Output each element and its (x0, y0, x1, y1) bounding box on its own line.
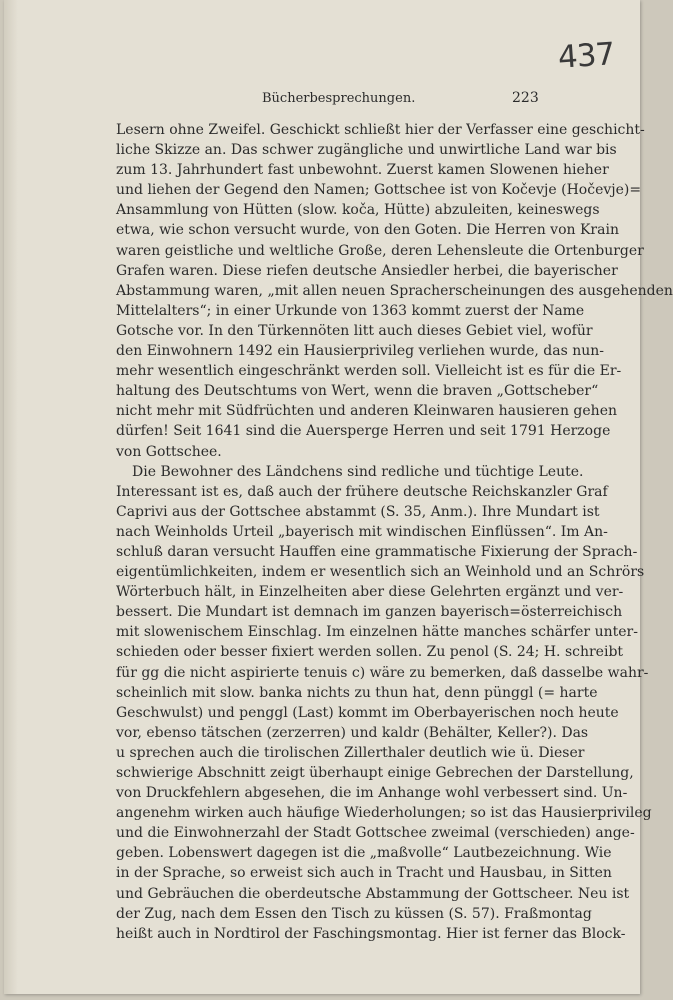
text-line: Caprivi aus der Gottschee abstammt (S. 35, Anm.). Ihre Mundart ist (116, 503, 600, 520)
text-line: waren geistliche und weltliche Große, deren Lehensleute die Ortenburger (116, 242, 644, 259)
text-line: etwa, wie schon versucht wurde, von den Goten. Die Herren von Krain (116, 222, 619, 239)
text-line: für gg die nicht aspirierte tenuis c) wäre zu bemerken, daß dasselbe wahr- (116, 664, 649, 681)
text-line: Lesern ohne Zweifel. Geschickt schließt hier der Verfasser eine geschicht- (116, 122, 645, 138)
text-line: von Gottschee. (116, 443, 222, 460)
handwritten-page-annotation: 437 (556, 36, 616, 76)
text-line: Geschwulst) und penggl (Last) kommt im Oberbayerischen noch heute (116, 704, 619, 721)
text-line: in der Sprache, so erweist sich auch in Tracht und Hausbau, in Sitten (116, 865, 612, 882)
text-line: u sprechen auch die tirolischen Zillerthaler deutlich wie ü. Dieser (116, 744, 585, 761)
text-line: angenehm wirken auch häufige Wiederholungen; so ist das Hausierprivileg (116, 805, 652, 822)
text-line: Ansammlung von Hütten (slow. koča, Hütte) abzuleiten, keineswegs (116, 202, 600, 219)
body-text (116, 120, 673, 944)
text-line: dürfen! Seit 1641 sind die Auersperge Herren und seit 1791 Herzoge (116, 423, 611, 440)
text-line: und die Einwohnerzahl der Stadt Gottschee zweimal (verschieden) ange- (116, 825, 635, 842)
text-line: nicht mehr mit Südfrüchten und anderen Kleinwaren hausieren gehen (116, 403, 617, 420)
text-line: der Zug, nach dem Essen den Tisch zu küssen (S. 57). Fraßmontag (116, 905, 592, 922)
text-line: schluß daran versucht Hauffen eine grammatische Fixierung der Sprach- (116, 543, 638, 560)
text-line: Gotsche vor. In den Türkennöten litt auch dieses Gebiet viel, wofür (116, 322, 593, 339)
page-number: 223 (512, 90, 539, 106)
text-line: eigentümlichkeiten, indem er wesentlich sich an Weinhold und an Schrörs (116, 564, 645, 581)
text-line: Die Bewohner des Ländchens sind redliche und tüchtige Leute. (132, 463, 584, 480)
text-line: bessert. Die Mundart ist demnach im ganzen bayerisch=österreichisch (116, 604, 623, 621)
text-line: Grafen waren. Diese riefen deutsche Ansiedler herbei, die bayerischer (116, 262, 618, 279)
text-line: von Druckfehlern abgesehen, die im Anhange wohl verbessert sind. Un- (116, 785, 628, 802)
text-line: zum 13. Jahrhundert fast unbewohnt. Zuerst kamen Slowenen hieher (116, 162, 609, 179)
text-line: und liehen der Gegend den Namen; Gottschee ist von Kočevje (Hočevje)= (116, 182, 642, 199)
text-line: nach Weinholds Urteil „bayerisch mit windischen Einflüssen“. Im An- (116, 523, 608, 540)
text-line: geben. Lobenswert dagegen ist die „maßvolle“ Lautbezeichnung. Wie (116, 845, 612, 862)
text-line: heißt auch in Nordtirol der Faschingsmontag. Hier ist ferner das Block- (116, 925, 626, 942)
binding-edge (4, 0, 18, 994)
text-line: mit slowenischem Einschlag. Im einzelnen hätte manches schärfer unter- (116, 624, 638, 641)
text-line: liche Skizze an. Das schwer zugängliche und unwirtliche Land war bis (116, 142, 617, 159)
book-page (4, 0, 673, 994)
text-line: Mittelalters“; in einer Urkunde von 1363 kommt zuerst der Name (116, 302, 585, 319)
text-line: und Gebräuchen die oberdeutsche Abstammung der Gottscheer. Neu ist (116, 885, 630, 902)
text-line: schieden oder besser fixiert werden sollen. Zu penol (S. 24; H. schreibt (116, 644, 624, 661)
text-line: haltung des Deutschtums von Wert, wenn die braven „Gottscheber“ (116, 383, 599, 400)
text-line: schwierige Abschnitt zeigt überhaupt einige Gebrechen der Darstellung, (116, 765, 634, 781)
text-line: Interessant ist es, daß auch der frühere deutsche Reichskanzler Graf (116, 483, 608, 500)
running-head: Bücherbesprechungen. (262, 91, 416, 106)
text-line: Wörterbuch hält, in Einzelheiten aber diese Gelehrten ergänzt und ver- (116, 584, 624, 601)
text-line: den Einwohnern 1492 ein Hausierprivileg verliehen wurde, das nun- (116, 343, 604, 360)
text-line: mehr wesentlich eingeschränkt werden soll. Vielleicht ist es für die Er- (116, 363, 622, 380)
text-line: vor, ebenso tätschen (zerzerren) und kaldr (Behälter, Keller?). Das (116, 724, 589, 741)
text-line: scheinlich mit slow. banka nichts zu thun hat, denn pünggl (= harte (116, 684, 598, 701)
text-line: Abstammung waren, „mit allen neuen Spracherscheinungen des ausgehenden (116, 282, 673, 299)
